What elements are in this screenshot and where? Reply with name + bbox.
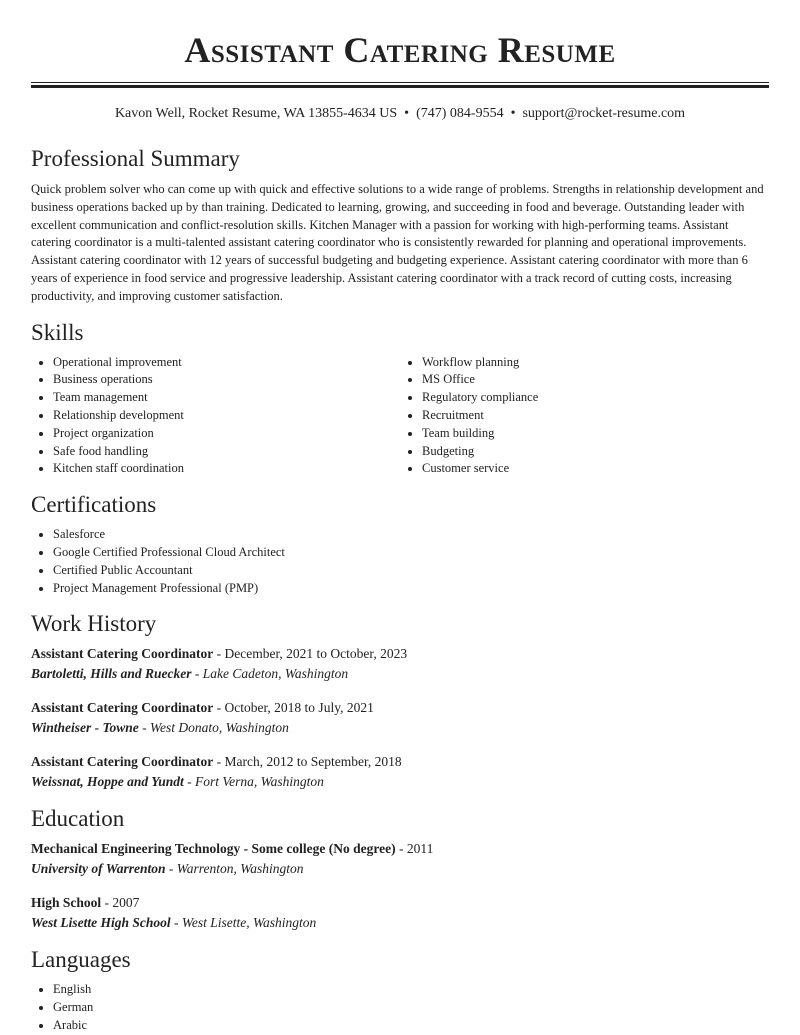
education-entry (31, 893, 769, 933)
education-heading: Education (31, 806, 125, 832)
certification-item: • Certified Public Accountant (53, 562, 769, 580)
job-title: Assistant Catering Coordinator (31, 646, 214, 662)
certifications-heading: Certifications (31, 492, 157, 518)
skill-item: • Recruitment (422, 407, 769, 425)
employer-location: - Lake Cadeton, Washington (191, 666, 349, 682)
certification-item: • Project Management Professional (PMP) (53, 580, 769, 598)
resume-page (31, 0, 769, 1035)
language-item: • German (53, 999, 769, 1017)
resume-title: Assistant Catering Resume (184, 30, 616, 70)
skill-item: • Relationship development (53, 407, 400, 425)
contact-line (31, 105, 769, 123)
employer-line (31, 772, 769, 792)
skill-item: • Team management (53, 389, 400, 407)
degree-year: - 2011 (395, 841, 434, 857)
skill-item: • Customer service (422, 460, 769, 478)
skill-item: • Workflow planning (422, 354, 769, 372)
degree-line (31, 893, 769, 913)
skill-item: • Safe food handling (53, 443, 400, 461)
skill-item: • Project organization (53, 425, 400, 443)
work-history-heading: Work History (31, 611, 157, 637)
summary-text: Quick problem solver who can come up with quick and effective solutions to a wide range of problems. Strengths in relationship development and business operations backed up by than training. Dedicated to learning, growing, and succeeding in food and beverage. Outstanding leader with excellent communication and conflict-resolution skills. Kitchen Manager with a passion for working with high-performing teams. Assistant catering coordinator is a multi-talented assistant catering coordinator who is consistently rewarded for planning and operational improvements. Assistant catering coordinator with 12 years of successful budgeting and budgeting experience. Assistant catering coordinator with more than 6 years of experience in food service and progressive leadership. Assistant catering coordinator with a track record of cutting costs, increasing productivity, and improving customer satisfaction. (31, 182, 764, 303)
education-section (31, 805, 769, 933)
degree-name: Mechanical Engineering Technology - Some college (No degree) (31, 841, 396, 857)
skill-item: • Budgeting (422, 443, 769, 461)
summary-section (31, 145, 769, 306)
header-divider-thin (31, 82, 769, 83)
skill-item: • Regulatory compliance (422, 389, 769, 407)
certifications-list (31, 526, 769, 597)
degree-year: - 2007 (101, 895, 140, 911)
job-dates: - December, 2021 to October, 2023 (213, 646, 408, 662)
job-entry (31, 698, 769, 738)
skills-right-list (400, 354, 769, 479)
contact-email[interactable]: support@rocket-resume.com (522, 106, 686, 121)
job-title-line (31, 644, 769, 664)
employer-location: - West Donato, Washington (138, 720, 289, 736)
language-item: • English (53, 981, 769, 999)
work-history-section (31, 610, 769, 792)
skills-grid (31, 354, 769, 479)
school-location: - West Lisette, Washington (170, 915, 317, 931)
languages-list (31, 981, 769, 1034)
job-dates: - March, 2012 to September, 2018 (213, 754, 402, 770)
language-item: • Arabic (53, 1017, 769, 1035)
degree-name: High School (31, 895, 102, 911)
employer-name: Bartoletti, Hills and Ruecker (31, 666, 192, 682)
skill-item: • Operational improvement (53, 354, 400, 372)
job-entry (31, 752, 769, 792)
languages-section (31, 946, 769, 1034)
employer-line (31, 664, 769, 684)
job-title: Assistant Catering Coordinator (31, 754, 214, 770)
certifications-section (31, 491, 769, 597)
contact-address: Kavon Well, Rocket Resume, WA 13855-4634 US (114, 106, 398, 121)
skills-left-list (31, 354, 400, 479)
employer-location: - Fort Verna, Washington (183, 774, 324, 790)
contact-separator: • (404, 106, 410, 121)
school-name: West Lisette High School (31, 915, 171, 931)
employer-line (31, 718, 769, 738)
job-title: Assistant Catering Coordinator (31, 700, 214, 716)
school-line (31, 913, 769, 933)
certification-item: • Google Certified Professional Cloud Architect (53, 544, 769, 562)
education-entry (31, 839, 769, 879)
school-line (31, 859, 769, 879)
school-name: University of Warrenton (31, 861, 166, 877)
languages-heading: Languages (31, 947, 131, 973)
job-dates: - October, 2018 to July, 2021 (213, 700, 374, 716)
contact-phone: (747) 084-9554 (416, 106, 504, 121)
job-entry (31, 644, 769, 684)
skills-section (31, 319, 769, 479)
summary-heading: Professional Summary (31, 146, 240, 171)
job-title-line (31, 752, 769, 772)
job-title-line (31, 698, 769, 718)
header-divider-thick (31, 85, 769, 88)
school-location: - Warrenton, Washington (165, 861, 304, 877)
employer-name: Weissnat, Hoppe and Yundt (31, 774, 184, 790)
employer-name: Wintheiser - Towne (31, 720, 139, 736)
contact-separator: • (510, 106, 516, 121)
skill-item: • Team building (422, 425, 769, 443)
degree-line (31, 839, 769, 859)
skill-item: • MS Office (422, 371, 769, 389)
certification-item: • Salesforce (53, 526, 769, 544)
skill-item: • Kitchen staff coordination (53, 460, 400, 478)
skills-heading: Skills (31, 319, 84, 345)
skill-item: • Business operations (53, 371, 400, 389)
